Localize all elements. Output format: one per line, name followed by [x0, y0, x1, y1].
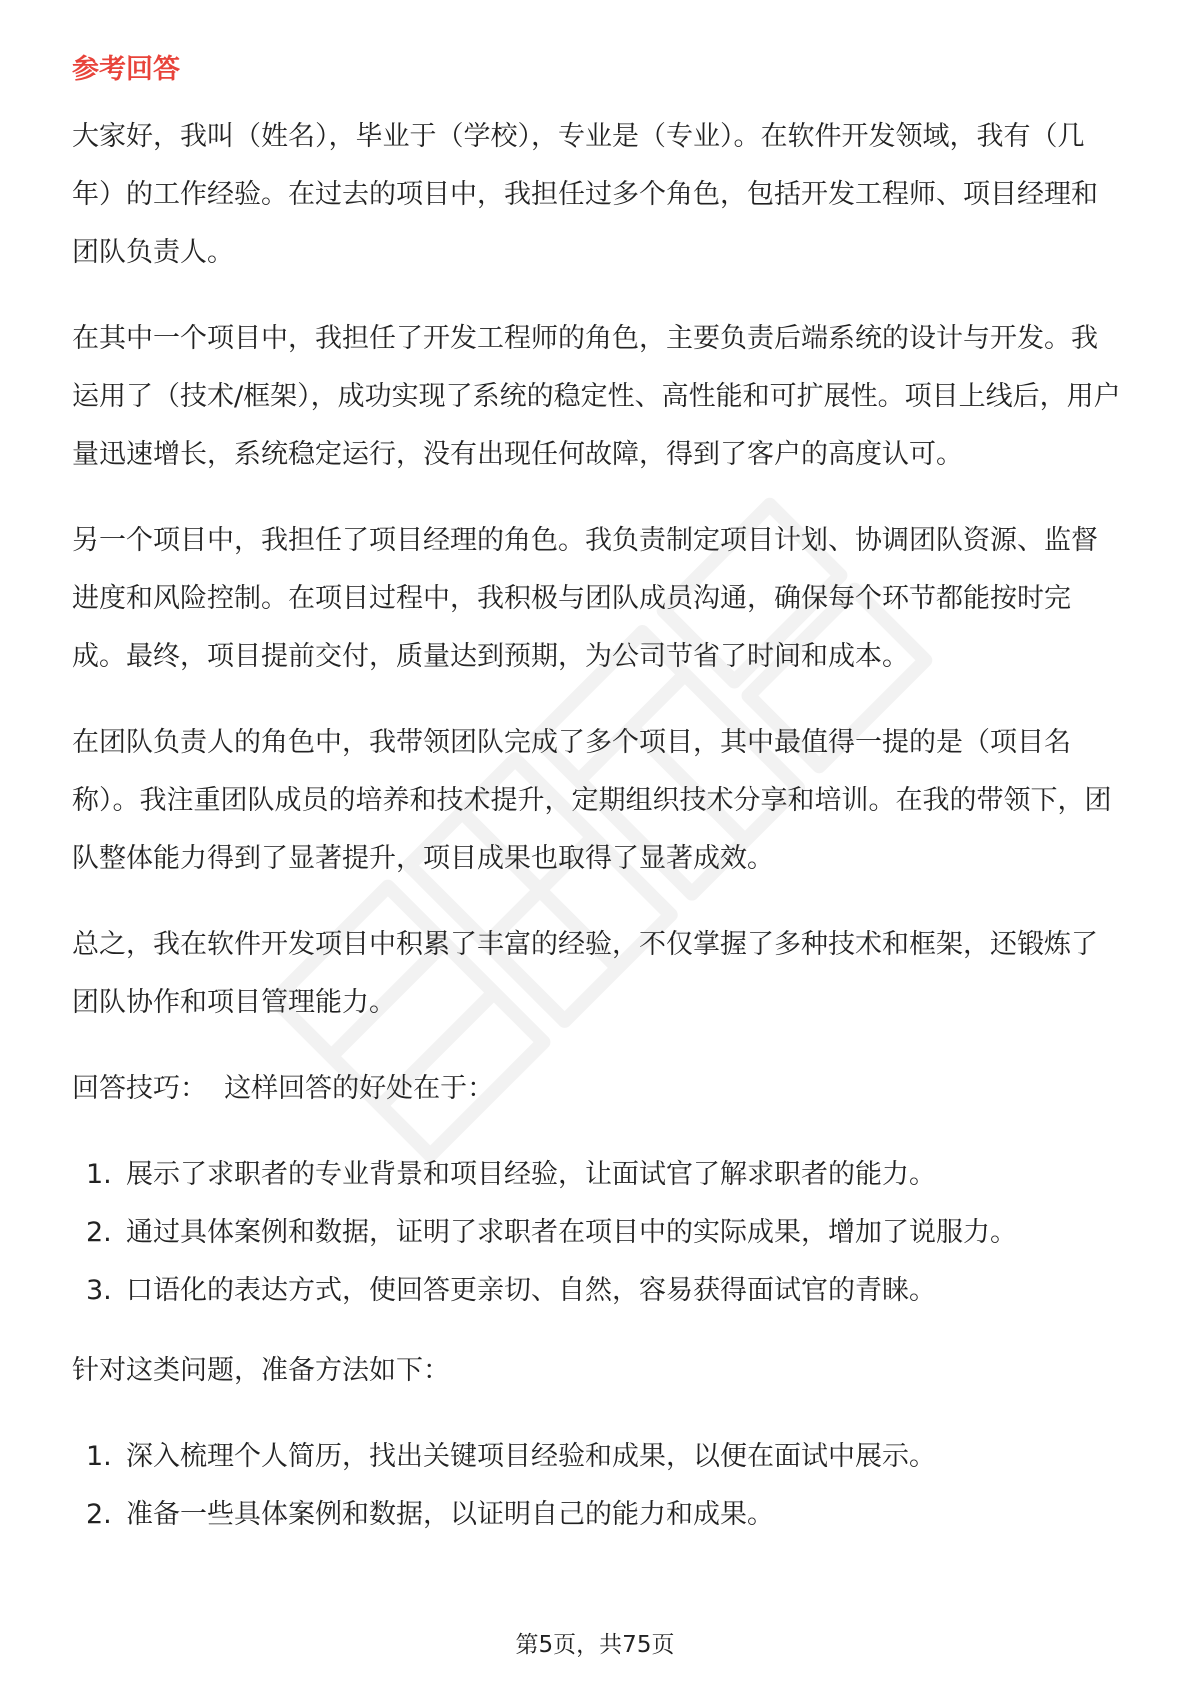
section-heading: 参考回答 — [72, 54, 180, 85]
list-text: 展示了求职者的专业背景和项目经验，让面试官了解求职者的能力。 — [126, 1159, 936, 1190]
list-text: 通过具体案例和数据，证明了求职者在项目中的实际成果，增加了说服力。 — [126, 1217, 1017, 1248]
list-text: 深入梳理个人简历，找出关键项目经验和成果，以便在面试中展示。 — [126, 1441, 936, 1472]
tips-intro: 回答技巧： 这样回答的好处在于： — [72, 1073, 495, 1104]
list-item — [72, 1262, 1122, 1320]
list-number: 3. — [86, 1275, 112, 1306]
prep-list — [72, 1428, 1122, 1544]
list-text: 口语化的表达方式，使回答更亲切、自然，容易获得面试官的青睐。 — [126, 1275, 936, 1306]
list-item — [72, 1428, 1122, 1486]
paragraph: 总之，我在软件开发项目中积累了丰富的经验，不仅掌握了多种技术和框架，还锻炼了团队协作和项目管理能力。 — [72, 929, 1098, 1018]
tips-list — [72, 1146, 1122, 1320]
list-text: 准备一些具体案例和数据，以证明自己的能力和成果。 — [126, 1499, 774, 1530]
paragraph: 另一个项目中，我担任了项目经理的角色。我负责制定项目计划、协调团队资源、监督进度和风险控制。在项目过程中，我积极与团队成员沟通，确保每个环节都能按时完成。最终，项目提前交付，质量达到预期，为公司节省了时间和成本。 — [72, 525, 1098, 672]
list-item — [72, 1204, 1122, 1262]
list-item — [72, 1146, 1122, 1204]
prep-intro: 针对这类问题，准备方法如下： — [72, 1355, 450, 1386]
list-number: 2. — [86, 1499, 112, 1530]
article-body — [72, 50, 1122, 1566]
list-number: 1. — [86, 1441, 112, 1472]
paragraph: 大家好，我叫（姓名），毕业于（学校），专业是（专业）。在软件开发领域，我有（几年）的工作经验。在过去的项目中，我担任过多个角色，包括开发工程师、项目经理和团队负责人。 — [72, 121, 1098, 268]
paragraph: 在团队负责人的角色中，我带领团队完成了多个项目，其中最值得一提的是（项目名称）。我注重团队成员的培养和技术提升，定期组织技术分享和培训。在我的带领下，团队整体能力得到了显著提升，项目成果也取得了显著成效。 — [72, 727, 1112, 874]
list-number: 1. — [86, 1159, 112, 1190]
paragraph: 在其中一个项目中，我担任了开发工程师的角色，主要负责后端系统的设计与开发。我运用了（技术/框架），成功实现了系统的稳定性、高性能和可扩展性。项目上线后，用户量迅速增长，系统稳定运行，没有出现任何故障，得到了客户的高度认可。 — [72, 323, 1121, 470]
page-number: 第5页，共75页 — [515, 1632, 675, 1658]
list-number: 2. — [86, 1217, 112, 1248]
list-item — [72, 1486, 1122, 1544]
